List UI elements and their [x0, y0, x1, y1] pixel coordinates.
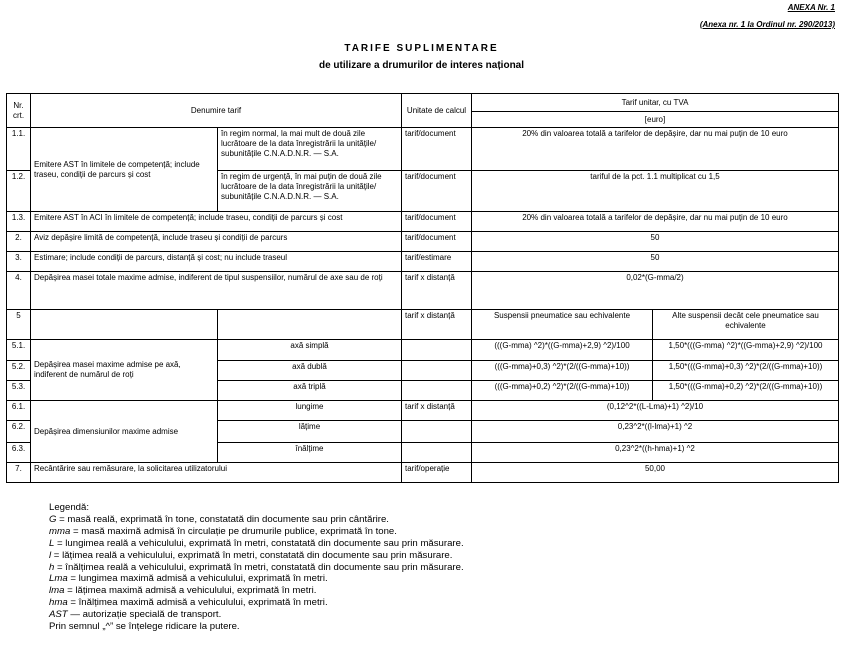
row-sublabel: în regim de urgență, în mai puțin de două zile lucrătoare de la data înregistrării la unitățile/ subunitățile C.N.A.D.N.R. — S.A. [218, 171, 402, 212]
row-number: 3. [7, 252, 31, 272]
legend-item [49, 609, 464, 621]
row-unit: tarif x distanță [402, 272, 472, 310]
row-label: Aviz depășire limită de competență, include traseu și condiții de parcurs [31, 232, 402, 252]
header-nr: Nr. crt. [7, 94, 31, 128]
row-sublabel [218, 310, 402, 340]
legend-text: = lățimea maximă admisă a vehiculului, exprimată în metri. [64, 585, 317, 597]
annex-label: ANEXA Nr. 1 [787, 3, 835, 12]
legend-text: = înălțimea maximă admisă a vehiculului, exprimată în metri. [67, 597, 328, 609]
header-euro: [euro] [472, 112, 839, 128]
row-label [31, 310, 218, 340]
legend-symbol: l [49, 549, 52, 561]
row-number: 7. [7, 463, 31, 483]
row-value: 50 [472, 232, 839, 252]
row-number: 1.2. [7, 171, 31, 212]
table-row [7, 340, 839, 361]
table-row [7, 252, 839, 272]
row-sublabel: axă triplă [218, 381, 402, 401]
row-number: 5.1. [7, 340, 31, 361]
legend-text: = masă reală, exprimată în tone, constatată din documente sau prin cântărire. [56, 513, 389, 525]
row-sublabel: axă simplă [218, 340, 402, 361]
row-value: 50 [472, 252, 839, 272]
row-label: Depășirea masei maxime admise pe axă, indiferent de numărul de roți [31, 340, 218, 401]
row-value-other: 1,50*(((G-mma)+0,3) ^2)*(2/((G-mma)+10)) [653, 361, 839, 381]
row-unit [402, 443, 472, 463]
row-value: tariful de la pct. 1.1 multiplicat cu 1,5 [472, 171, 839, 212]
legend-text: = înălțimea reală a vehiculului, exprimată în metri, constatată din documente sau prin măsurare. [54, 561, 464, 573]
legend-item [49, 573, 464, 585]
row-number: 6.1. [7, 401, 31, 421]
table-row [7, 272, 839, 310]
legend-item [49, 550, 464, 562]
legend-item [49, 562, 464, 574]
legend-title: Legendă: [49, 502, 90, 513]
row-unit [402, 381, 472, 401]
row-unit: tarif/document [402, 232, 472, 252]
column-header-other: Alte suspensii decât cele pneumatice sau echivalente [653, 310, 839, 340]
row-value: 50,00 [472, 463, 839, 483]
row-unit [402, 361, 472, 381]
legend-symbol: h [49, 561, 55, 573]
tariff-table [6, 93, 839, 483]
row-sublabel: înălțime [218, 443, 402, 463]
table-row [7, 212, 839, 232]
row-unit: tarif x distanță [402, 310, 472, 340]
legend-symbol: Lma [49, 573, 68, 585]
row-value: 20% din valoarea totală a tarifelor de depășire, dar nu mai puțin de 10 euro [472, 128, 839, 171]
row-value-pneumatic: (((G-mma)+0,3) ^2)*(2/((G-mma)+10)) [472, 361, 653, 381]
row-label: Depășirea masei totale maxime admise, indiferent de tipul suspensiilor, numărul de axe sau de roți [31, 272, 402, 310]
document-subtitle: de utilizare a drumurilor de interes național [318, 60, 525, 71]
row-sublabel: în regim normal, la mai mult de două zile lucrătoare de la data înregistrării la unitățile/ subunitățile C.N.A.D.N.R. — S.A. [218, 128, 402, 171]
row-label: Recântărire sau remăsurare, la solicitarea utilizatorului [31, 463, 402, 483]
row-value-pneumatic: (((G-mma) ^2)*((G-mma)+2,9) ^2)/100 [472, 340, 653, 361]
row-sublabel: lungime [218, 401, 402, 421]
row-unit: tarif x distanță [402, 401, 472, 421]
row-value-pneumatic: (((G-mma)+0,2) ^2)*(2/((G-mma)+10)) [472, 381, 653, 401]
row-unit: tarif/document [402, 212, 472, 232]
row-number: 1.3. [7, 212, 31, 232]
header-denumire: Denumire tarif [31, 94, 402, 128]
row-unit [402, 421, 472, 443]
row-unit: tarif/estimare [402, 252, 472, 272]
legend-symbol: hma [49, 597, 68, 609]
document-title: TARIFE SUPLIMENTARE [344, 43, 499, 54]
row-number: 4. [7, 272, 31, 310]
legend-text: = lățimea reală a vehiculului, exprimată în metri, constatată din documente sau prin măsurare. [51, 549, 453, 561]
table-header-row [7, 94, 839, 112]
row-sublabel: lățime [218, 421, 402, 443]
row-value-other: 1,50*(((G-mma) ^2)*((G-mma)+2,9) ^2)/100 [653, 340, 839, 361]
row-number: 6.2. [7, 421, 31, 443]
table-row [7, 310, 839, 340]
row-value: 20% din valoarea totală a tarifelor de depășire, dar nu mai puțin de 10 euro [472, 212, 839, 232]
legend-item [49, 597, 464, 609]
legend-symbol: mma [49, 525, 71, 537]
row-number: 6.3. [7, 443, 31, 463]
row-value: 0,02*(G-mma/2) [472, 272, 839, 310]
row-value-other: 1,50*(((G-mma)+0,2) ^2)*(2/((G-mma)+10)) [653, 381, 839, 401]
legend-item [49, 514, 464, 526]
column-header-pneumatic: Suspensii pneumatice sau echivalente [472, 310, 653, 340]
table-row [7, 463, 839, 483]
row-label: Emitere AST în ACI în limitele de competență; include traseu, condiții de parcurs și cost [31, 212, 402, 232]
table-row [7, 128, 839, 171]
row-label: Emitere AST în limitele de competență; include traseu, condiții de parcurs și cost [31, 128, 218, 212]
legend [49, 502, 464, 633]
row-label: Estimare; include condiții de parcurs, distanță și cost; nu include traseul [31, 252, 402, 272]
row-value: 0,23^2*((h-hma)+1) ^2 [472, 443, 839, 463]
legend-text: = lungimea reală a vehiculului, exprimată în metri, constatată din documente sau prin măsurare. [54, 537, 464, 549]
table-row [7, 232, 839, 252]
legend-item [49, 526, 464, 538]
header-unitate: Unitate de calcul [402, 94, 472, 128]
row-label: Depășirea dimensiunilor maxime admise [31, 401, 218, 463]
row-unit: tarif/document [402, 171, 472, 212]
annex-reference: (Anexa nr. 1 la Ordinul nr. 290/2013) [699, 20, 835, 29]
table-row [7, 401, 839, 421]
row-value: 0,23^2*((l-lma)+1) ^2 [472, 421, 839, 443]
row-number: 2. [7, 232, 31, 252]
row-unit [402, 340, 472, 361]
legend-symbol: lma [49, 585, 65, 597]
legend-symbol: L [49, 537, 55, 549]
legend-symbol: AST [49, 609, 68, 621]
row-unit: tarif/document [402, 128, 472, 171]
header-tarif: Tarif unitar, cu TVA [472, 94, 839, 112]
row-sublabel: axă dublă [218, 361, 402, 381]
row-value: (0,12^2*((L-Lma)+1) ^2)/10 [472, 401, 839, 421]
row-number: 5 [7, 310, 31, 340]
legend-text: — autorizație specială de transport. [67, 609, 222, 621]
legend-text: = lungimea maximă admisă a vehiculului, exprimată în metri. [67, 573, 328, 585]
legend-item [49, 538, 464, 550]
legend-note: Prin semnul „^” se înțelege ridicare la putere. [49, 621, 240, 633]
row-unit: tarif/operație [402, 463, 472, 483]
row-number: 1.1. [7, 128, 31, 171]
legend-text: = masă maximă admisă în circulație pe drumurile publice, exprimată în tone. [70, 525, 397, 537]
legend-symbol: G [49, 513, 57, 525]
row-number: 5.3. [7, 381, 31, 401]
legend-item [49, 585, 464, 597]
row-number: 5.2. [7, 361, 31, 381]
